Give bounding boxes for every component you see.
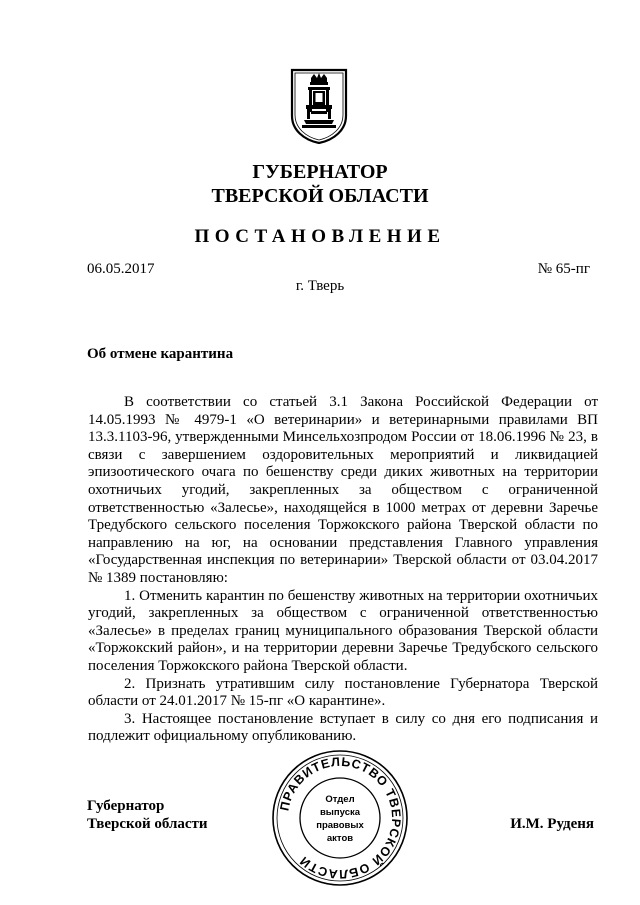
document-number: № 65-пг — [537, 261, 590, 277]
signer-title — [87, 797, 208, 833]
body-paragraph-item-1: 1. Отменить карантин по бешенству животных на территории охотничьих угодий, закрепленных за обществом с ограниченной ответственностью «Залесье» в пределах границ муниципального образования Тверской области «Торжокский район», и на территории деревни Заречье Тредубского сельского поселения Торжокского района Тверской области. — [88, 587, 598, 674]
body-paragraph-item-2: 2. Признать утратившим силу постановление Губернатора Тверской области от 24.01.2017 № 15-пг «О карантине». — [88, 675, 598, 710]
authority-title-line2: ТВЕРСКОЙ ОБЛАСТИ — [211, 185, 429, 207]
coat-of-arms-emblem — [290, 68, 348, 144]
signer-title-line1: Губернатор — [87, 798, 165, 814]
body-paragraph-preamble: В соответствии со статьей 3.1 Закона Российской Федерации от 14.05.1993 № 4979-1 «О ветеринарии» и ветеринарными правилами ВП 13.3.1103-96, утвержденными Минсельхозпродом России от 18.06.1996 № 23, в связи с завершением оздоровительных мероприятий и ликвидацией эпизоотического очага по бешенству среди диких животных на территории охотничьих угодий, закрепленных за обществом с ограниченной ответственностью «Залесье», находящейся в 1000 метрах от деревни Заречье Тредубского сельского поселения Торжокского района Тверской области по направлению на юг, на основании представления Главного управления «Государственная инспекция по ветеринарии» Тверской области от 03.04.2017 № 1389 постановляю: — [88, 394, 598, 586]
stamp-line1: Отдел — [325, 794, 355, 805]
stamp-line2: выпуска — [319, 807, 361, 818]
signer-name: И.М. Руденя — [510, 816, 594, 832]
signer-title-line2: Тверской области — [87, 816, 208, 832]
stamp-line3: правовых — [316, 820, 364, 831]
official-stamp — [270, 748, 410, 888]
document-type-heading: ПОСТАНОВЛЕНИЕ — [194, 226, 446, 247]
body-paragraph-item-3: 3. Настоящее постановление вступает в силу со дня его подписания и подлежит официальному опубликованию. — [88, 710, 598, 745]
stamp-line4: актов — [326, 833, 354, 844]
stamp-ring-text: ПРАВИТЕЛЬСТВО ТВЕРСКОЙ ОБЛАСТИ — [277, 754, 404, 882]
document-subject: Об отмене карантина — [87, 346, 234, 362]
authority-title-line1: ГУБЕРНАТОР — [252, 161, 388, 183]
document-body — [88, 394, 598, 746]
document-date: 06.05.2017 — [87, 261, 155, 277]
document-city: г. Тверь — [295, 278, 345, 294]
